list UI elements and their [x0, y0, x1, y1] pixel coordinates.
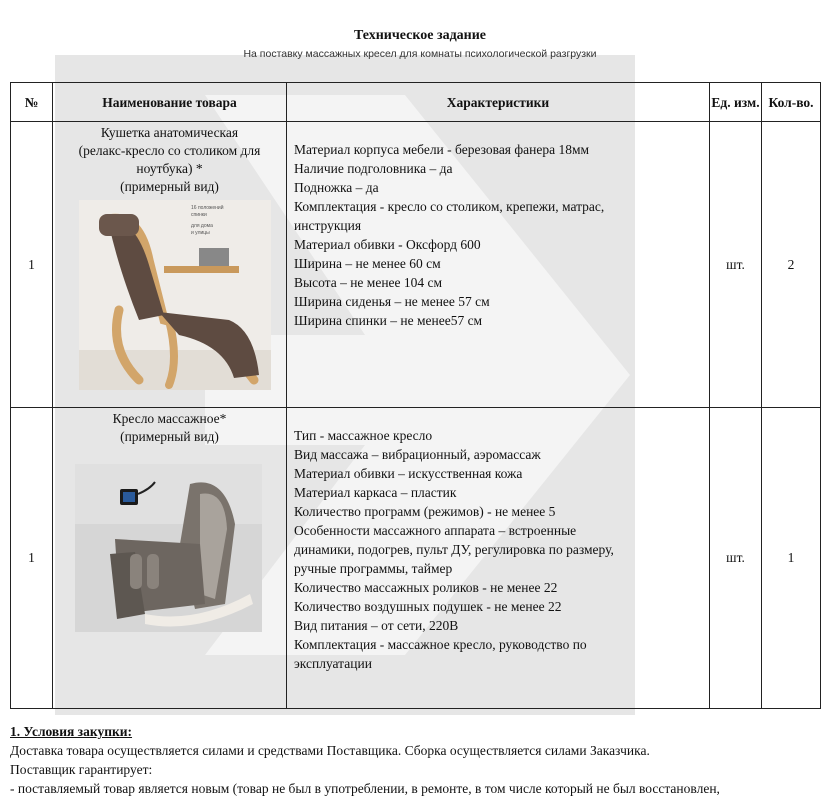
header-name: Наименование товара	[53, 83, 287, 122]
image-caption: 16 положений	[190, 205, 223, 211]
characteristic-line: Ширина спинки – не менее57 см	[294, 313, 483, 328]
product-name-cell	[53, 408, 287, 709]
header-qty: Кол-во.	[762, 83, 821, 122]
characteristic-line: ручные программы, таймер	[294, 561, 453, 576]
characteristic-line: Вид питания – от сети, 220В	[294, 618, 459, 633]
characteristic-line: Высота – не менее 104 см	[294, 275, 443, 290]
header-unit: Ед. изм.	[710, 83, 762, 122]
characteristic-line: Наличие подголовника – да	[294, 161, 453, 176]
characteristic-line: Комплектация - массажное кресло, руководство по	[294, 637, 587, 652]
table-row	[11, 122, 821, 408]
characteristic-line: Подножка – да	[294, 180, 379, 195]
product-name-line: ноутбука) *	[136, 161, 203, 176]
document-subtitle: На поставку массажных кресел для комнаты психологической разгрузки	[243, 48, 597, 60]
characteristic-line: инструкция	[294, 218, 362, 233]
characteristic-line: Материал корпуса мебели - березовая фанера 18мм	[294, 142, 590, 157]
purchase-conditions	[10, 722, 720, 798]
characteristic-line: Ширина сиденья – не менее 57 см	[294, 294, 490, 309]
conditions-heading: 1. Условия закупки:	[10, 724, 133, 739]
characteristics-cell	[287, 408, 710, 709]
characteristic-line: динамики, подогрев, пульт ДУ, регулировка по размеру,	[294, 542, 614, 557]
table-header-row	[11, 83, 821, 122]
product-name-line: (релакс-кресло со столиком для	[78, 143, 261, 158]
characteristic-line: Комплектация - кресло со столиком, крепежи, матрас,	[294, 199, 605, 214]
row-num: 1	[11, 122, 53, 408]
characteristic-line: Материал каркаса – пластик	[294, 485, 457, 500]
characteristic-line: Материал обивки - Оксфорд 600	[294, 237, 481, 252]
row-num: 1	[11, 408, 53, 709]
product-name-line: (примерный вид)	[120, 179, 219, 194]
product-name-line: Кушетка анатомическая	[100, 125, 239, 140]
image-caption: и улицы	[190, 230, 210, 236]
characteristic-line: Тип - массажное кресло	[294, 428, 433, 443]
qty-cell: 1	[762, 408, 821, 709]
relax-chair-image	[63, 200, 286, 395]
header-num: №	[11, 83, 53, 122]
characteristic-line: эксплуатации	[294, 656, 372, 671]
unit-cell: шт.	[710, 122, 762, 408]
product-name-line: (примерный вид)	[120, 429, 219, 444]
unit-cell: шт.	[710, 408, 762, 709]
image-caption: спинки	[190, 212, 207, 218]
characteristic-line: Особенности массажного аппарата – встроенные	[294, 523, 577, 538]
characteristics-cell	[287, 122, 710, 408]
characteristic-line: Количество массажных роликов - не менее 22	[294, 580, 558, 595]
characteristic-line: Материал обивки – искусственная кожа	[294, 466, 523, 481]
conditions-line: Доставка товара осуществляется силами и средствами Поставщика. Сборка осуществляется силами Заказчика.	[10, 743, 650, 758]
product-name-line: Кресло массажное*	[112, 411, 227, 426]
characteristic-line: Ширина – не менее 60 см	[294, 256, 441, 271]
characteristic-line: Количество программ (режимов) - не менее 5	[294, 504, 556, 519]
spec-table	[10, 82, 821, 709]
conditions-line: - поставляемый товар является новым (товар не был в употреблении, в ремонте, в том числе который не был восстановлен,	[10, 781, 720, 796]
image-caption: для дома	[190, 223, 213, 229]
characteristic-line: Количество воздушных подушек - не менее 22	[294, 599, 562, 614]
header-chars: Характеристики	[287, 83, 710, 122]
document-title: Техническое задание	[353, 28, 486, 43]
qty-cell: 2	[762, 122, 821, 408]
characteristic-line: Вид массажа – вибрационный, аэромассаж	[294, 447, 541, 462]
conditions-line: Поставщик гарантирует:	[10, 762, 153, 777]
massage-chair-image	[50, 464, 286, 637]
table-row	[11, 408, 821, 709]
product-name-cell	[53, 122, 287, 408]
